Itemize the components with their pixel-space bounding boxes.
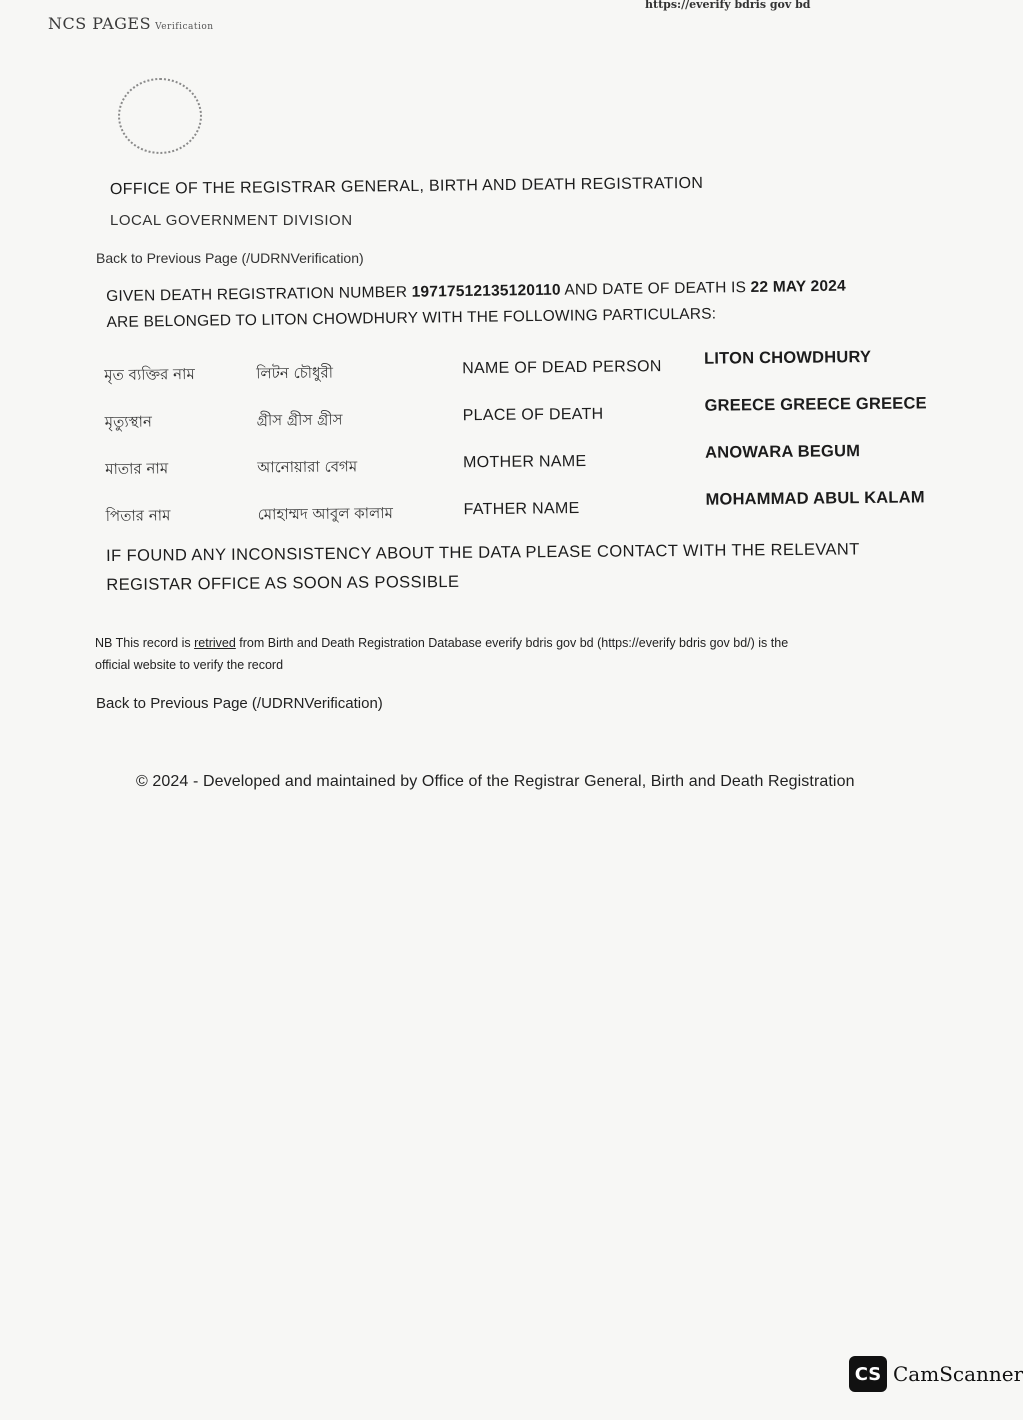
footer-copyright: © 2024 - Developed and maintained by Office of the Registrar General, Birth and Death Registration	[136, 773, 855, 790]
bn-value: গ্রীস গ্রীস গ্রীস	[256, 410, 343, 430]
office-division: LOCAL GOVERNMENT DIVISION	[110, 212, 353, 229]
header-url: https://everify bdris gov bd	[645, 0, 811, 11]
registration-statement: GIVEN DEATH REGISTRATION NUMBER 19717512135120110 AND DATE OF DEATH IS 22 MAY 2024 ARE BELONGED TO LITON CHOWDHURY WITH THE FOLLOWING PARTICULARS:	[106, 277, 847, 331]
particulars-table	[104, 347, 966, 544]
nb-note: NB This record is retrived from Birth and Death Registration Database everify bdris gov bd (https://everify bdris gov bd/) is the official website to verify the record	[95, 636, 789, 672]
bn-value: মোহাম্মদ আবুল কালাম	[257, 503, 394, 524]
en-label: FATHER NAME	[463, 500, 580, 519]
bn-label: মাতার নাম	[105, 459, 169, 478]
en-value: LITON CHOWDHURY	[703, 347, 872, 368]
date-of-death: 22 MAY 2024	[750, 277, 847, 296]
en-value: ANOWARA BEGUM	[704, 442, 861, 462]
en-label: NAME OF DEAD PERSON	[462, 358, 662, 378]
header-left-text: NCS PAGES Verification	[48, 14, 214, 33]
camscanner-text: CamScanner	[893, 1362, 1023, 1386]
camscanner-logo-icon: CS	[849, 1356, 887, 1392]
bn-label: পিতার নাম	[105, 506, 171, 525]
camscanner-watermark	[849, 1356, 1023, 1392]
en-label: PLACE OF DEATH	[462, 405, 604, 425]
office-title: OFFICE OF THE REGISTRAR GENERAL, BIRTH AND DEATH REGISTRATION	[109, 174, 704, 199]
bn-value: আনোয়ারা বেগম	[257, 457, 358, 477]
en-value: GREECE GREECE GREECE	[704, 394, 927, 415]
bn-label: মৃত ব্যক্তির নাম	[104, 365, 195, 384]
en-label: MOTHER NAME	[463, 452, 587, 472]
bn-value: লিটন চৌধুরী	[256, 363, 334, 383]
back-link-top[interactable]: Back to Previous Page (/UDRNVerification)	[96, 250, 364, 266]
registration-number: 19717512135120110	[411, 281, 561, 301]
seal-emblem	[118, 78, 202, 154]
bn-label: মৃত্যুস্থান	[104, 412, 152, 431]
back-link-bottom[interactable]: Back to Previous Page (/UDRNVerification)	[96, 695, 383, 712]
en-value: MOHAMMAD ABUL KALAM	[705, 488, 925, 509]
inconsistency-notice: IF FOUND ANY INCONSISTENCY ABOUT THE DATA PLEASE CONTACT WITH THE RELEVANT REGISTAR OFFICE AS SOON AS POSSIBLE	[106, 540, 860, 594]
